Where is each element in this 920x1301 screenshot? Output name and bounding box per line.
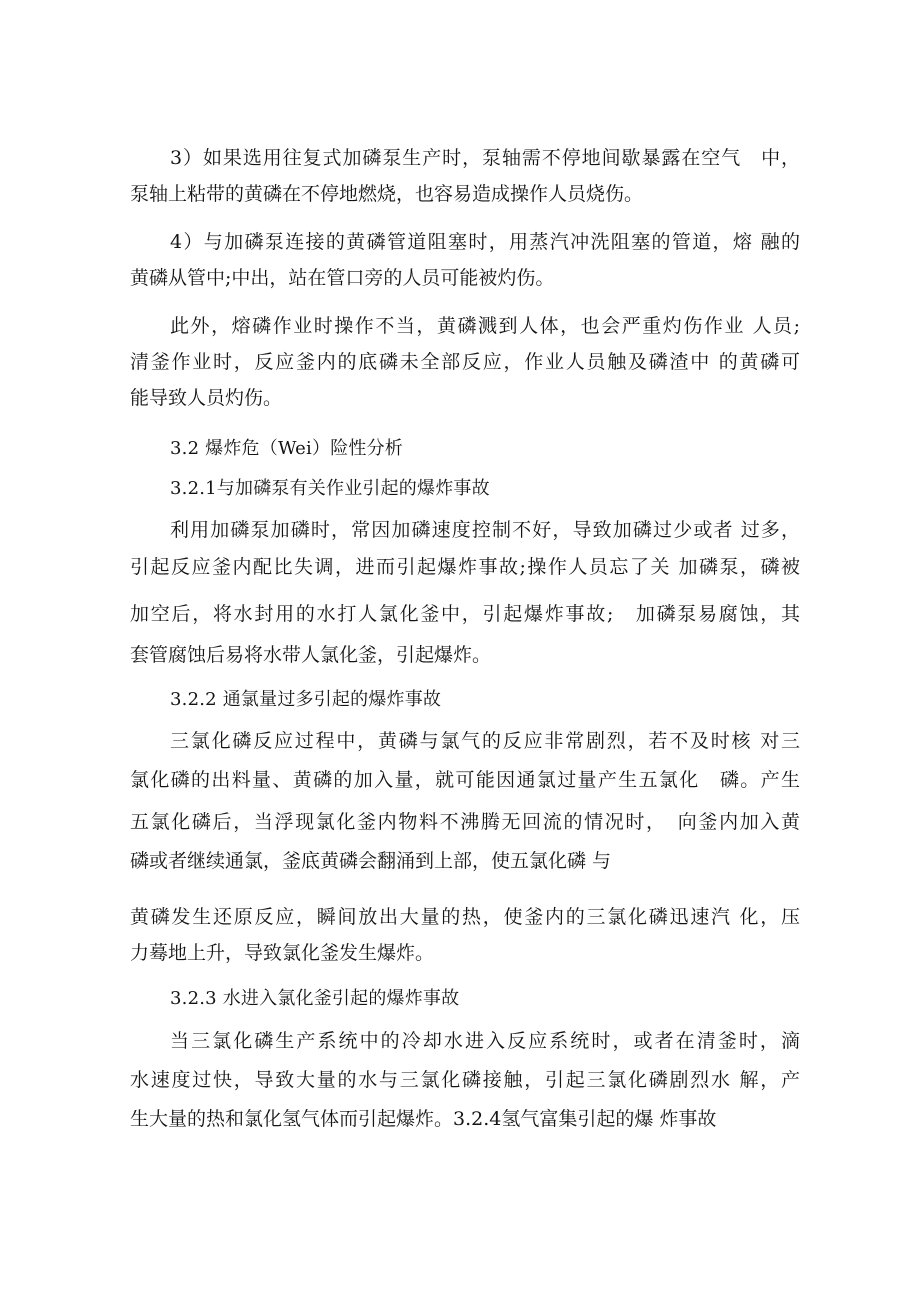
paragraph-3-line-2: 泵轴上粘带的黄磷在不停地燃烧，也容易造成操作人员烧伤。 bbox=[130, 183, 644, 205]
paragraph-extra-line-3: 能导致人员灼伤。 bbox=[130, 387, 283, 409]
paragraph-3-2-3-line-1: 当三氯化磷生产系统中的冷却水进入反应系统时，或者在清釜时，滴 bbox=[170, 1030, 800, 1052]
paragraph-3-2-3-line-2: 水速度过快，导致大量的水与三氯化磷接触，引起三氯化磷剧烈水 解，产 bbox=[130, 1069, 800, 1091]
section-heading-3-2-3: 3.2.3 水进入氯化釜引起的爆炸事故 bbox=[170, 988, 460, 1009]
paragraph-3-2-2-line-2: 氯化磷的出料量、黄磷的加入量，就可能因通氯过量产生五氯化 磷。产生 bbox=[130, 769, 800, 791]
paragraph-3-line-1: 3）如果选用往复式加磷泵生产时，泵轴需不停地间歇暴露在空气 中， bbox=[170, 147, 800, 169]
paragraph-3-2-1-line-1: 利用加磷泵加磷时，常因加磷速度控制不好，导致加磷过少或者 过多， bbox=[170, 519, 800, 541]
paragraph-3-2-3-line-3: 生大量的热和氯化氢气体而引起爆炸。3.2.4氢气富集引起的爆 炸事故 bbox=[130, 1108, 717, 1130]
paragraph-4-line-2: 黄磷从管中;中出，站在管口旁的人员可能被灼伤。 bbox=[130, 267, 555, 289]
paragraph-extra-line-1: 此外，熔磷作业时操作不当，黄磷溅到人体，也会严重灼伤作业 人员; bbox=[170, 315, 800, 337]
paragraph-3-2-2-line-3: 五氯化磷后，当浮现氯化釜内物料不沸腾无回流的情况时， 向釜内加入黄 bbox=[130, 811, 800, 833]
paragraph-3-2-1-line-4: 套管腐蚀后易将水带人氯化釜，引起爆炸。 bbox=[130, 644, 492, 666]
paragraph-4-line-1: 4）与加磷泵连接的黄磷管道阻塞时，用蒸汽冲洗阻塞的管道，熔 融的 bbox=[170, 231, 800, 253]
paragraph-3-2-1-line-3: 加空后，将水封用的水打人氯化釜中，引起爆炸事故; 加磷泵易腐蚀，其 bbox=[130, 603, 800, 625]
section-heading-3-2-1: 3.2.1与加磷泵有关作业引起的爆炸事故 bbox=[170, 478, 490, 499]
paragraph-3-2-2-line-4: 磷或者继续通氯，釜底黄磷会翻涌到上部，使五氯化磷 与 bbox=[130, 850, 612, 872]
paragraph-3-2-2-line-1: 三氯化磷反应过程中，黄磷与氯气的反应非常剧烈，若不及时核 对三 bbox=[170, 730, 800, 752]
paragraph-extra-line-2: 清釜作业时，反应釜内的底磷未全部反应，作业人员触及磷渣中 的黄磷可 bbox=[130, 351, 800, 373]
paragraph-3-2-2b-line-1: 黄磷发生还原反应，瞬间放出大量的热，使釜内的三氯化磷迅速汽 化，压 bbox=[130, 906, 800, 928]
section-heading-3-2-2: 3.2.2 通氯量过多引起的爆炸事故 bbox=[170, 689, 442, 710]
paragraph-3-2-2b-line-2: 力蓦地上升，导致氯化釜发生爆炸。 bbox=[130, 942, 435, 964]
section-heading-3-2: 3.2 爆炸危（Wei）险性分析 bbox=[170, 438, 403, 459]
paragraph-3-2-1-line-2: 引起反应釜内配比失调，进而引起爆炸事故;操作人员忘了关 加磷泵，磷被 bbox=[130, 556, 800, 578]
